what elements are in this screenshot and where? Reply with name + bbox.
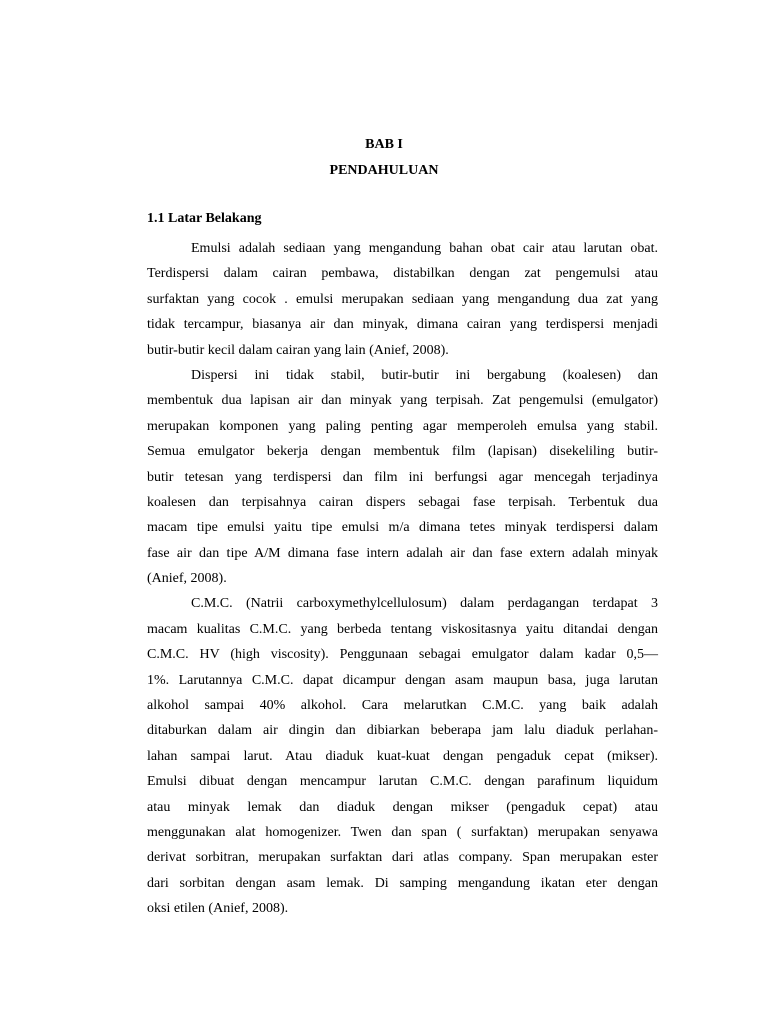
text-line: butir-butir kecil dalam cairan yang lain (Anief, 2008). bbox=[147, 342, 449, 358]
chapter-number: BAB I bbox=[365, 137, 403, 152]
text-line: lahan sampai larut. Atau diaduk kuat-kuat dengan pengaduk cepat (mikser). bbox=[147, 748, 658, 764]
text-line: 1%. Larutannya C.M.C. dapat dicampur dengan asam maupun basa, juga larutan bbox=[147, 672, 658, 688]
text-line: atau minyak lemak dan diaduk dengan mikser (pengaduk cepat) atau bbox=[147, 799, 658, 815]
text-line: menggunakan alat homogenizer. Twen dan span ( surfaktan) merupakan senyawa bbox=[147, 824, 658, 840]
text-line: merupakan komponen yang paling penting agar memperoleh emulsa yang stabil. bbox=[147, 418, 658, 434]
text-line: C.M.C. (Natrii carboxymethylcellulosum) dalam perdagangan terdapat 3 bbox=[191, 596, 658, 612]
text-line: Emulsi adalah sediaan yang mengandung bahan obat cair atau larutan obat. bbox=[191, 241, 658, 256]
text-line: tidak tercampur, biasanya air dan minyak, dimana cairan yang terdispersi menjadi bbox=[147, 317, 658, 333]
text-line: macam kualitas C.M.C. yang berbeda tentang viskositasnya yaitu ditandai dengan bbox=[147, 621, 658, 637]
text-line: Emulsi dibuat dengan mencampur larutan C.M.C. dengan parafinum liquidum bbox=[147, 774, 658, 790]
text-line: derivat sorbitran, merupakan surfaktan dari atlas company. Span merupakan ester bbox=[147, 850, 658, 866]
body-text bbox=[147, 236, 658, 922]
text-line: Semua emulgator bekerja dengan membentuk film (lapisan) disekeliling butir- bbox=[147, 444, 658, 460]
chapter-title: PENDAHULUAN bbox=[329, 163, 439, 178]
text-line: Terdispersi dalam cairan pembawa, distabilkan dengan zat pengemulsi atau bbox=[147, 266, 658, 282]
text-line: membentuk dua lapisan air dan minyak yang terpisah. Zat pengemulsi (emulgator) bbox=[147, 393, 658, 409]
section-heading: 1.1 Latar Belakang bbox=[147, 211, 262, 226]
text-line: ditaburkan dalam air dingin dan dibiarkan beberapa jam lalu diaduk perlahan- bbox=[147, 723, 658, 739]
text-line: C.M.C. HV (high viscosity). Penggunaan sebagai emulgator dalam kadar 0,5— bbox=[147, 647, 658, 663]
text-line: koalesen dan terpisahnya cairan dispers sebagai fase terpisah. Terbentuk dua bbox=[147, 494, 658, 510]
text-line: butir tetesan yang terdispersi dan film ini berfungsi agar mencegah terjadinya bbox=[147, 469, 658, 485]
text-line: surfaktan yang cocok . emulsi merupakan sediaan yang mengandung dua zat yang bbox=[147, 291, 658, 307]
text-line: (Anief, 2008). bbox=[147, 571, 227, 587]
text-line: Dispersi ini tidak stabil, butir-butir ini bergabung (koalesen) dan bbox=[191, 367, 658, 383]
text-line: fase air dan tipe A/M dimana fase intern adalah air dan fase extern adalah minyak bbox=[147, 545, 658, 561]
text-line: oksi etilen (Anief, 2008). bbox=[147, 901, 289, 917]
text-line: macam tipe emulsi yaitu tipe emulsi m/a dimana tetes minyak terdispersi dalam bbox=[147, 520, 658, 536]
text-line: alkohol sampai 40% alkohol. Cara melarutkan C.M.C. yang baik adalah bbox=[147, 698, 658, 714]
text-line: dari sorbitan dengan asam lemak. Di samping mengandung ikatan eter dengan bbox=[147, 875, 658, 891]
